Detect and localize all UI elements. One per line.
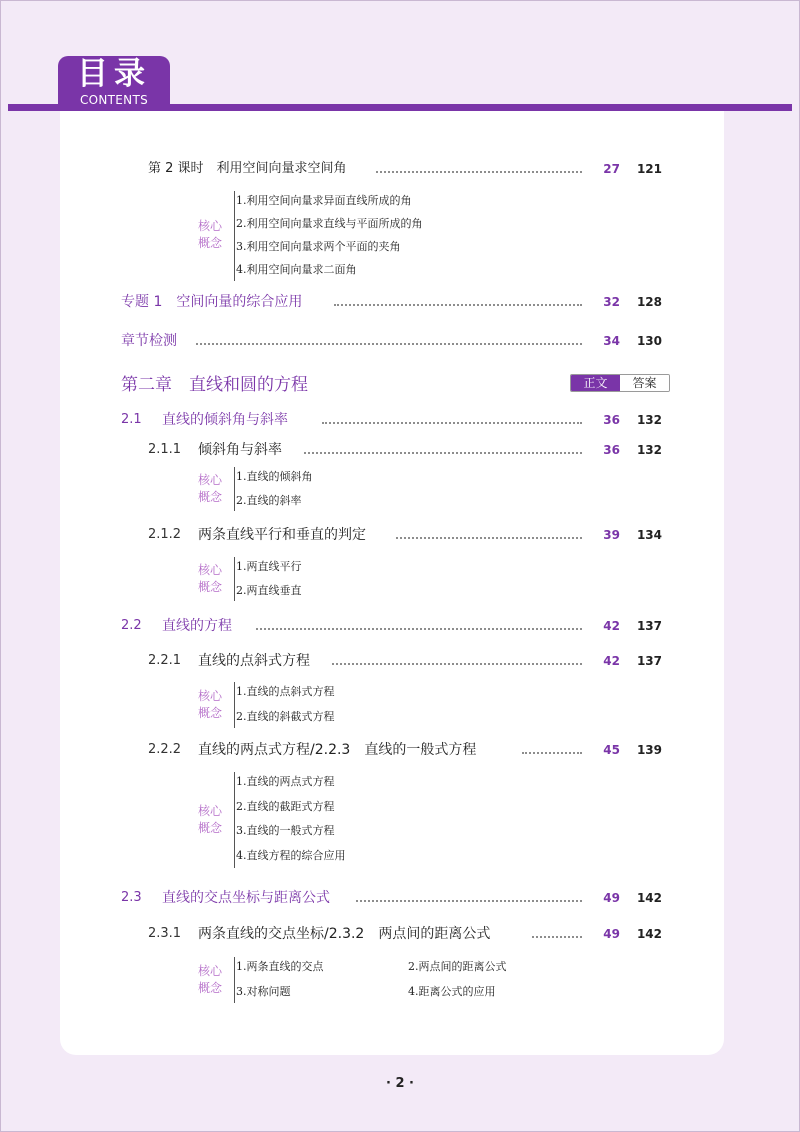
concept-item: 2.利用空间向量求直线与平面所成的角: [236, 217, 423, 230]
concept-item: 3.利用空间向量求两个平面的夹角: [236, 240, 401, 253]
concept-item: 4.直线方程的综合应用: [236, 849, 346, 862]
concept-item: 2.直线的斜率: [236, 494, 302, 507]
dot-leader: [256, 628, 582, 630]
core-concepts-label: [194, 472, 226, 506]
concept-item: 1.直线的点斜式方程: [236, 685, 335, 698]
concept-item: 1.直线的倾斜角: [236, 470, 313, 483]
concept-label-line2: 概念: [197, 981, 222, 995]
concept-item: 1.两直线平行: [236, 560, 302, 573]
toc-entry-number: 2.2.1: [148, 653, 182, 668]
concept-label-line1: 核心: [197, 689, 222, 703]
concept-label-line2: 概念: [197, 821, 222, 835]
toc-entry-subsection-2-1-2[interactable]: [60, 524, 724, 546]
core-concepts-block: [194, 557, 302, 601]
concept-label-line1: 核心: [197, 219, 222, 233]
toc-entry-title: 直线的方程: [162, 618, 232, 634]
toc-entry-title: 两条直线的交点坐标/2.3.2 两点间的距离公式: [198, 926, 491, 942]
core-concepts-block: [194, 957, 524, 1003]
toc-entry-page: 49: [603, 927, 620, 941]
dot-leader: [522, 752, 582, 754]
concept-divider: [234, 467, 235, 511]
core-concepts-block: [194, 772, 346, 868]
concept-item: 4.利用空间向量求二面角: [236, 263, 357, 276]
concept-item: 2.直线的截距式方程: [236, 800, 335, 813]
concept-item: 2.两直线垂直: [236, 584, 302, 597]
toc-entry-answer-page: 142: [636, 927, 662, 941]
toc-entry-page: 27: [603, 162, 620, 176]
toc-entry-lesson-2[interactable]: [60, 158, 724, 180]
toc-entry-title: 两条直线平行和垂直的判定: [198, 527, 366, 543]
toc-entry-answer-page: 132: [636, 413, 662, 427]
toc-entry-title: 章节检测: [121, 333, 177, 349]
core-concepts-label: [194, 218, 226, 252]
toc-entry-section-2-1[interactable]: [60, 409, 724, 431]
toc-entry-subsection-2-2-1[interactable]: [60, 650, 724, 672]
toc-entry-answer-page: 128: [636, 295, 662, 309]
contents-card: [60, 111, 724, 1055]
concept-divider: [234, 772, 235, 868]
concept-item: 3.直线的一般式方程: [236, 824, 335, 837]
toc-entry-answer-page: 121: [636, 162, 662, 176]
core-concepts-block: [194, 191, 423, 281]
page-number: · 2 ·: [386, 1076, 414, 1091]
page-title: 目录: [77, 56, 151, 92]
dot-leader: [322, 422, 582, 424]
tag-text: 正文: [571, 375, 620, 391]
concept-divider: [234, 191, 235, 281]
concept-item: 1.直线的两点式方程: [236, 775, 335, 788]
concept-label-line1: 核心: [197, 563, 222, 577]
concept-item: 2.两点间的距离公式: [408, 960, 507, 973]
toc-entry-title: 直线的点斜式方程: [198, 653, 310, 669]
toc-entry-title: 专题 1 空间向量的综合应用: [121, 294, 303, 310]
toc-entry-topic-1[interactable]: [60, 291, 724, 313]
page-subtitle: CONTENTS: [79, 93, 149, 107]
toc-entry-title: 第 2 课时 利用空间向量求空间角: [148, 161, 347, 176]
toc-entry-page: 32: [603, 295, 620, 309]
toc-entry-number: 2.2: [121, 618, 142, 633]
toc-entry-chapter-test[interactable]: [60, 330, 724, 352]
concept-divider: [234, 682, 235, 728]
toc-entry-page: 42: [603, 619, 620, 633]
toc-entry-number: 2.1.1: [148, 442, 182, 457]
concept-label-line2: 概念: [197, 236, 222, 250]
dot-leader: [376, 171, 582, 173]
toc-entry-title: 直线的两点式方程/2.2.3 直线的一般式方程: [198, 742, 477, 758]
chapter-title: 第二章 直线和圆的方程: [121, 375, 308, 395]
toc-entry-page: 45: [603, 743, 620, 757]
toc-entry-page: 42: [603, 654, 620, 668]
toc-entry-answer-page: 137: [636, 619, 662, 633]
toc-entry-page: 36: [603, 413, 620, 427]
toc-entry-subsection-2-3-1[interactable]: [60, 923, 724, 945]
concept-label-line1: 核心: [197, 964, 222, 978]
toc-entry-answer-page: 142: [636, 891, 662, 905]
toc-entry-subsection-2-1-1[interactable]: [60, 439, 724, 461]
toc-entry-number: 2.1: [121, 412, 142, 427]
dot-leader: [196, 343, 582, 345]
dot-leader: [332, 663, 582, 665]
dot-leader: [304, 452, 582, 454]
concept-label-line1: 核心: [197, 804, 222, 818]
toc-entry-number: 2.3.1: [148, 926, 182, 941]
dot-leader: [356, 900, 582, 902]
core-concepts-block: [194, 682, 335, 728]
concept-divider: [234, 557, 235, 601]
toc-entry-page: 36: [603, 443, 620, 457]
toc-entry-title: 直线的倾斜角与斜率: [162, 412, 288, 428]
toc-entry-title: 直线的交点坐标与距离公式: [162, 890, 330, 906]
toc-entry-section-2-3[interactable]: [60, 887, 724, 909]
concept-divider: [234, 957, 235, 1003]
contents-title-tab: [58, 56, 170, 110]
toc-entry-answer-page: 137: [636, 654, 662, 668]
toc-entry-page: 49: [603, 891, 620, 905]
toc-entry-answer-page: 134: [636, 528, 662, 542]
toc-entry-number: 2.2.2: [148, 742, 182, 757]
dot-leader: [396, 537, 582, 539]
toc-entry-answer-page: 139: [636, 743, 662, 757]
concept-label-line2: 概念: [197, 580, 222, 594]
concept-item: 3.对称问题: [236, 985, 291, 998]
toc-entry-section-2-2[interactable]: [60, 615, 724, 637]
toc-entry-page: 34: [603, 334, 620, 348]
toc-entry-answer-page: 132: [636, 443, 662, 457]
toc-entry-page: 39: [603, 528, 620, 542]
core-concepts-label: [194, 803, 226, 837]
core-concepts-block: [194, 467, 313, 511]
concept-item: 2.直线的斜截式方程: [236, 710, 335, 723]
concept-label-line2: 概念: [197, 490, 222, 504]
concept-label-line2: 概念: [197, 706, 222, 720]
toc-entry-answer-page: 130: [636, 334, 662, 348]
toc-entry-subsection-2-2-2[interactable]: [60, 739, 724, 761]
dot-leader: [334, 304, 582, 306]
toc-entry-number: 2.1.2: [148, 527, 182, 542]
concept-item: 1.利用空间向量求异面直线所成的角: [236, 194, 412, 207]
toc-entry-title: 倾斜角与斜率: [198, 442, 282, 458]
tag-answer: 答案: [620, 375, 669, 391]
concept-item: 4.距离公式的应用: [408, 985, 496, 998]
concept-item: 1.两条直线的交点: [236, 960, 324, 973]
toc-entry-number: 2.3: [121, 890, 142, 905]
concept-label-line1: 核心: [197, 473, 222, 487]
core-concepts-label: [194, 688, 226, 722]
column-header-tags: [570, 374, 670, 392]
core-concepts-label: [194, 963, 226, 997]
core-concepts-label: [194, 562, 226, 596]
